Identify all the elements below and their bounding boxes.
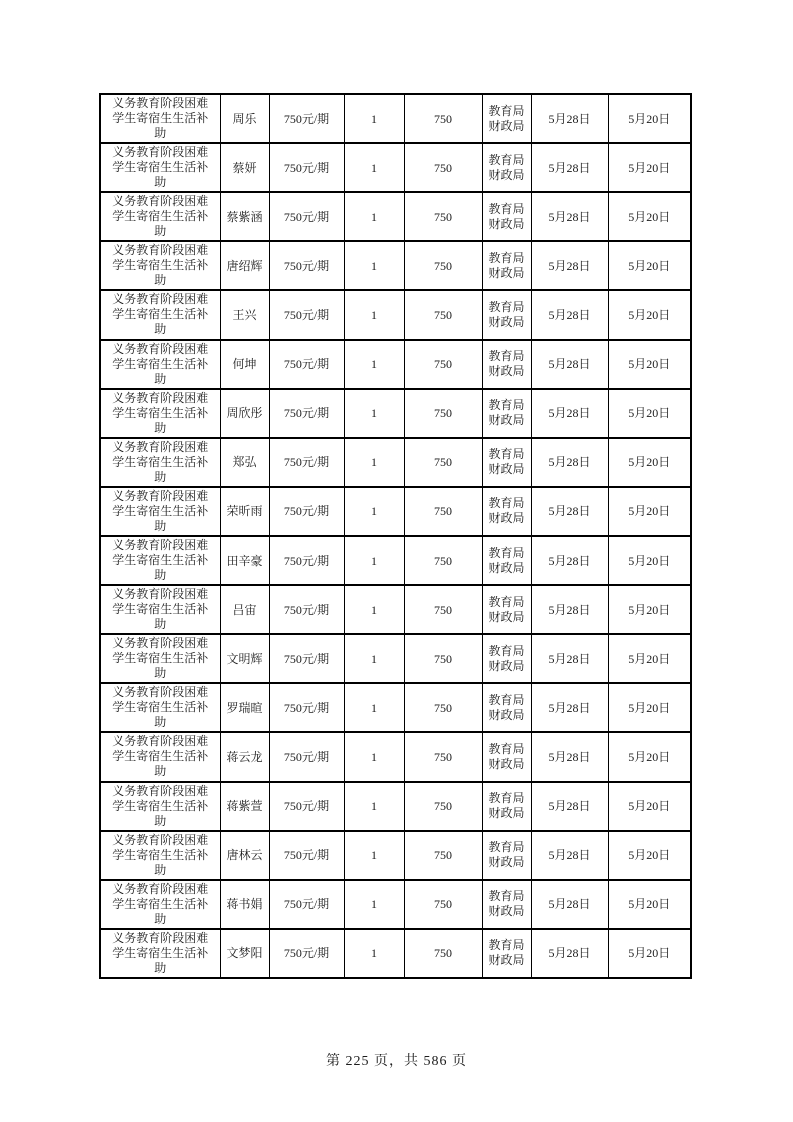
project-line-3: 助	[154, 666, 167, 681]
project-line-3: 助	[154, 568, 167, 583]
project-line-2: 学生寄宿生生活补	[112, 896, 209, 911]
cell-project	[100, 340, 220, 389]
project-line-3: 助	[154, 469, 167, 484]
cell-amount: 750	[404, 880, 482, 929]
project-text	[109, 538, 211, 583]
cell-times: 1	[344, 340, 404, 389]
agency-line-1: 教育局	[488, 349, 525, 364]
cell-payment-date: 5月20日	[608, 192, 691, 241]
project-line-2: 学生寄宿生生活补	[112, 307, 209, 322]
agency-line-2: 财政局	[488, 216, 525, 231]
project-line-1: 义务教育阶段困难	[112, 194, 209, 209]
cell-review-date: 5月28日	[531, 94, 608, 143]
cell-project	[100, 487, 220, 536]
cell-student-name: 文梦阳	[220, 929, 269, 978]
project-text	[109, 96, 211, 141]
cell-project	[100, 438, 220, 487]
cell-times: 1	[344, 634, 404, 683]
agency-line-2: 财政局	[488, 314, 525, 329]
agency-line-1: 教育局	[488, 791, 525, 806]
project-line-2: 学生寄宿生生活补	[112, 798, 209, 813]
cell-review-date: 5月28日	[531, 192, 608, 241]
project-line-1: 义务教育阶段困难	[112, 96, 209, 111]
cell-project	[100, 732, 220, 781]
project-line-2: 学生寄宿生生活补	[112, 945, 209, 960]
project-line-1: 义务教育阶段困难	[112, 783, 209, 798]
cell-student-name: 郑弘	[220, 438, 269, 487]
cell-agency	[482, 389, 531, 438]
table-row	[100, 94, 691, 143]
cell-subsidy-standard: 750元/期	[269, 782, 344, 831]
cell-agency	[482, 683, 531, 732]
agency-line-1: 教育局	[488, 299, 525, 314]
cell-subsidy-standard: 750元/期	[269, 241, 344, 290]
cell-student-name: 何坤	[220, 340, 269, 389]
project-line-3: 助	[154, 617, 167, 632]
project-text	[109, 342, 211, 387]
project-line-1: 义务教育阶段困难	[112, 685, 209, 700]
project-line-3: 助	[154, 175, 167, 190]
table-row	[100, 683, 691, 732]
project-line-1: 义务教育阶段困难	[112, 734, 209, 749]
project-line-1: 义务教育阶段困难	[112, 439, 209, 454]
cell-review-date: 5月28日	[531, 732, 608, 781]
project-line-1: 义务教育阶段困难	[112, 292, 209, 307]
cell-times: 1	[344, 389, 404, 438]
agency-line-1: 教育局	[488, 103, 525, 118]
cell-subsidy-standard: 750元/期	[269, 340, 344, 389]
project-line-3: 助	[154, 911, 167, 926]
cell-agency	[482, 192, 531, 241]
agency-line-1: 教育局	[488, 152, 525, 167]
cell-review-date: 5月28日	[531, 290, 608, 339]
cell-agency	[482, 143, 531, 192]
project-line-2: 学生寄宿生生活补	[112, 847, 209, 862]
cell-agency	[482, 585, 531, 634]
cell-student-name: 蒋紫萱	[220, 782, 269, 831]
cell-subsidy-standard: 750元/期	[269, 929, 344, 978]
cell-subsidy-standard: 750元/期	[269, 438, 344, 487]
cell-times: 1	[344, 880, 404, 929]
agency-line-2: 财政局	[488, 364, 525, 379]
project-line-2: 学生寄宿生生活补	[112, 405, 209, 420]
cell-project	[100, 536, 220, 585]
cell-subsidy-standard: 750元/期	[269, 536, 344, 585]
project-line-1: 义务教育阶段困难	[112, 587, 209, 602]
cell-student-name: 文明辉	[220, 634, 269, 683]
cell-student-name: 唐绍辉	[220, 241, 269, 290]
cell-payment-date: 5月20日	[608, 683, 691, 732]
project-text	[109, 194, 211, 239]
cell-payment-date: 5月20日	[608, 290, 691, 339]
cell-payment-date: 5月20日	[608, 831, 691, 880]
cell-review-date: 5月28日	[531, 340, 608, 389]
table-row	[100, 782, 691, 831]
cell-review-date: 5月28日	[531, 241, 608, 290]
cell-project	[100, 683, 220, 732]
agency-line-1: 教育局	[488, 398, 525, 413]
agency-line-1: 教育局	[488, 201, 525, 216]
project-line-3: 助	[154, 518, 167, 533]
cell-amount: 750	[404, 683, 482, 732]
cell-times: 1	[344, 241, 404, 290]
cell-agency	[482, 782, 531, 831]
table-row	[100, 929, 691, 978]
agency-line-1: 教育局	[488, 250, 525, 265]
cell-student-name: 蔡妍	[220, 143, 269, 192]
cell-times: 1	[344, 585, 404, 634]
cell-payment-date: 5月20日	[608, 929, 691, 978]
agency-line-1: 教育局	[488, 692, 525, 707]
cell-project	[100, 94, 220, 143]
project-text	[109, 440, 211, 485]
cell-project	[100, 143, 220, 192]
cell-subsidy-standard: 750元/期	[269, 192, 344, 241]
cell-project	[100, 241, 220, 290]
agency-line-1: 教育局	[488, 840, 525, 855]
page-number-footer: 第 225 页，共 586 页	[326, 1054, 467, 1069]
cell-amount: 750	[404, 732, 482, 781]
project-line-3: 助	[154, 764, 167, 779]
cell-payment-date: 5月20日	[608, 241, 691, 290]
cell-amount: 750	[404, 536, 482, 585]
cell-student-name: 蒋云龙	[220, 732, 269, 781]
agency-line-2: 财政局	[488, 462, 525, 477]
project-line-1: 义务教育阶段困难	[112, 832, 209, 847]
project-line-3: 助	[154, 960, 167, 975]
cell-amount: 750	[404, 929, 482, 978]
project-text	[109, 145, 211, 190]
table-row	[100, 389, 691, 438]
cell-subsidy-standard: 750元/期	[269, 290, 344, 339]
cell-project	[100, 192, 220, 241]
cell-agency	[482, 487, 531, 536]
agency-line-1: 教育局	[488, 889, 525, 904]
table-row	[100, 241, 691, 290]
cell-subsidy-standard: 750元/期	[269, 389, 344, 438]
project-line-1: 义务教育阶段困难	[112, 538, 209, 553]
cell-payment-date: 5月20日	[608, 782, 691, 831]
agency-line-2: 财政局	[488, 904, 525, 919]
project-line-2: 学生寄宿生生活补	[112, 111, 209, 126]
cell-subsidy-standard: 750元/期	[269, 487, 344, 536]
agency-line-2: 财政局	[488, 806, 525, 821]
project-line-1: 义务教育阶段困难	[112, 636, 209, 651]
cell-times: 1	[344, 929, 404, 978]
table-row	[100, 732, 691, 781]
project-line-3: 助	[154, 273, 167, 288]
agency-line-2: 财政局	[488, 118, 525, 133]
cell-subsidy-standard: 750元/期	[269, 634, 344, 683]
cell-amount: 750	[404, 634, 482, 683]
cell-payment-date: 5月20日	[608, 880, 691, 929]
project-line-2: 学生寄宿生生活补	[112, 160, 209, 175]
cell-amount: 750	[404, 94, 482, 143]
cell-agency	[482, 634, 531, 683]
cell-payment-date: 5月20日	[608, 487, 691, 536]
project-line-3: 助	[154, 813, 167, 828]
cell-review-date: 5月28日	[531, 487, 608, 536]
project-line-2: 学生寄宿生生活补	[112, 749, 209, 764]
agency-line-2: 财政局	[488, 855, 525, 870]
cell-student-name: 吕宙	[220, 585, 269, 634]
project-line-1: 义务教育阶段困难	[112, 488, 209, 503]
cell-payment-date: 5月20日	[608, 94, 691, 143]
cell-project	[100, 880, 220, 929]
cell-times: 1	[344, 290, 404, 339]
table-row	[100, 143, 691, 192]
project-line-1: 义务教育阶段困难	[112, 341, 209, 356]
project-line-3: 助	[154, 715, 167, 730]
cell-amount: 750	[404, 241, 482, 290]
cell-review-date: 5月28日	[531, 683, 608, 732]
project-line-2: 学生寄宿生生活补	[112, 209, 209, 224]
table-row	[100, 290, 691, 339]
agency-line-1: 教育局	[488, 741, 525, 756]
cell-review-date: 5月28日	[531, 438, 608, 487]
cell-amount: 750	[404, 192, 482, 241]
cell-amount: 750	[404, 831, 482, 880]
project-text	[109, 391, 211, 436]
cell-student-name: 罗瑞暄	[220, 683, 269, 732]
cell-payment-date: 5月20日	[608, 634, 691, 683]
project-text	[109, 931, 211, 976]
project-text	[109, 489, 211, 534]
cell-times: 1	[344, 143, 404, 192]
agency-line-2: 财政局	[488, 167, 525, 182]
project-line-3: 助	[154, 420, 167, 435]
cell-review-date: 5月28日	[531, 831, 608, 880]
cell-agency	[482, 94, 531, 143]
project-line-2: 学生寄宿生生活补	[112, 503, 209, 518]
cell-agency	[482, 732, 531, 781]
agency-line-1: 教育局	[488, 594, 525, 609]
agency-line-2: 财政局	[488, 953, 525, 968]
cell-review-date: 5月28日	[531, 536, 608, 585]
cell-agency	[482, 536, 531, 585]
subsidy-table	[99, 93, 692, 979]
cell-amount: 750	[404, 438, 482, 487]
project-line-1: 义务教育阶段困难	[112, 930, 209, 945]
cell-payment-date: 5月20日	[608, 438, 691, 487]
cell-review-date: 5月28日	[531, 929, 608, 978]
cell-review-date: 5月28日	[531, 634, 608, 683]
cell-student-name: 田辛豪	[220, 536, 269, 585]
cell-payment-date: 5月20日	[608, 340, 691, 389]
cell-agency	[482, 880, 531, 929]
cell-times: 1	[344, 438, 404, 487]
project-text	[109, 292, 211, 337]
cell-agency	[482, 438, 531, 487]
project-text	[109, 833, 211, 878]
cell-project	[100, 585, 220, 634]
table-row	[100, 438, 691, 487]
cell-student-name: 王兴	[220, 290, 269, 339]
cell-times: 1	[344, 732, 404, 781]
agency-line-2: 财政局	[488, 609, 525, 624]
agency-line-1: 教育局	[488, 447, 525, 462]
cell-student-name: 周欣彤	[220, 389, 269, 438]
table-row	[100, 192, 691, 241]
cell-subsidy-standard: 750元/期	[269, 732, 344, 781]
agency-line-2: 财政局	[488, 265, 525, 280]
cell-payment-date: 5月20日	[608, 585, 691, 634]
project-text	[109, 587, 211, 632]
cell-review-date: 5月28日	[531, 782, 608, 831]
cell-times: 1	[344, 536, 404, 585]
cell-payment-date: 5月20日	[608, 536, 691, 585]
cell-student-name: 蔡紫涵	[220, 192, 269, 241]
agency-line-1: 教育局	[488, 496, 525, 511]
agency-line-1: 教育局	[488, 938, 525, 953]
project-text	[109, 882, 211, 927]
cell-amount: 750	[404, 487, 482, 536]
table-row	[100, 340, 691, 389]
project-line-2: 学生寄宿生生活补	[112, 258, 209, 273]
cell-subsidy-standard: 750元/期	[269, 683, 344, 732]
cell-project	[100, 290, 220, 339]
table-row	[100, 831, 691, 880]
cell-student-name: 周乐	[220, 94, 269, 143]
project-line-2: 学生寄宿生生活补	[112, 651, 209, 666]
project-line-1: 义务教育阶段困难	[112, 145, 209, 160]
cell-times: 1	[344, 782, 404, 831]
cell-amount: 750	[404, 585, 482, 634]
project-line-3: 助	[154, 224, 167, 239]
project-text	[109, 685, 211, 730]
project-text	[109, 784, 211, 829]
cell-payment-date: 5月20日	[608, 389, 691, 438]
project-line-2: 学生寄宿生生活补	[112, 700, 209, 715]
cell-project	[100, 929, 220, 978]
cell-project	[100, 634, 220, 683]
agency-line-2: 财政局	[488, 413, 525, 428]
cell-project	[100, 782, 220, 831]
project-line-3: 助	[154, 126, 167, 141]
project-line-2: 学生寄宿生生活补	[112, 356, 209, 371]
agency-line-2: 财政局	[488, 658, 525, 673]
cell-times: 1	[344, 683, 404, 732]
cell-subsidy-standard: 750元/期	[269, 94, 344, 143]
cell-amount: 750	[404, 290, 482, 339]
cell-review-date: 5月28日	[531, 389, 608, 438]
cell-amount: 750	[404, 389, 482, 438]
agency-line-2: 财政局	[488, 756, 525, 771]
agency-line-1: 教育局	[488, 545, 525, 560]
project-text	[109, 636, 211, 681]
project-line-1: 义务教育阶段困难	[112, 390, 209, 405]
cell-amount: 750	[404, 143, 482, 192]
cell-times: 1	[344, 831, 404, 880]
project-line-2: 学生寄宿生生活补	[112, 553, 209, 568]
cell-payment-date: 5月20日	[608, 732, 691, 781]
project-text	[109, 243, 211, 288]
project-text	[109, 734, 211, 779]
cell-subsidy-standard: 750元/期	[269, 143, 344, 192]
agency-line-1: 教育局	[488, 643, 525, 658]
cell-subsidy-standard: 750元/期	[269, 880, 344, 929]
project-line-3: 助	[154, 322, 167, 337]
cell-agency	[482, 241, 531, 290]
project-line-2: 学生寄宿生生活补	[112, 454, 209, 469]
cell-subsidy-standard: 750元/期	[269, 831, 344, 880]
cell-subsidy-standard: 750元/期	[269, 585, 344, 634]
table-row	[100, 634, 691, 683]
table-row	[100, 880, 691, 929]
cell-agency	[482, 831, 531, 880]
agency-line-2: 财政局	[488, 560, 525, 575]
cell-student-name: 唐林云	[220, 831, 269, 880]
cell-times: 1	[344, 94, 404, 143]
cell-project	[100, 831, 220, 880]
agency-line-2: 财政局	[488, 707, 525, 722]
cell-review-date: 5月28日	[531, 880, 608, 929]
project-line-2: 学生寄宿生生活补	[112, 602, 209, 617]
cell-student-name: 荣昕雨	[220, 487, 269, 536]
cell-times: 1	[344, 192, 404, 241]
table-row	[100, 585, 691, 634]
cell-payment-date: 5月20日	[608, 143, 691, 192]
cell-review-date: 5月28日	[531, 143, 608, 192]
cell-amount: 750	[404, 340, 482, 389]
table-row	[100, 487, 691, 536]
cell-amount: 750	[404, 782, 482, 831]
project-line-3: 助	[154, 862, 167, 877]
project-line-3: 助	[154, 371, 167, 386]
project-line-1: 义务教育阶段困难	[112, 243, 209, 258]
agency-line-2: 财政局	[488, 511, 525, 526]
cell-agency	[482, 290, 531, 339]
cell-student-name: 蒋书娟	[220, 880, 269, 929]
cell-review-date: 5月28日	[531, 585, 608, 634]
cell-project	[100, 389, 220, 438]
cell-agency	[482, 929, 531, 978]
project-line-1: 义务教育阶段困难	[112, 881, 209, 896]
cell-times: 1	[344, 487, 404, 536]
cell-agency	[482, 340, 531, 389]
table-row	[100, 536, 691, 585]
